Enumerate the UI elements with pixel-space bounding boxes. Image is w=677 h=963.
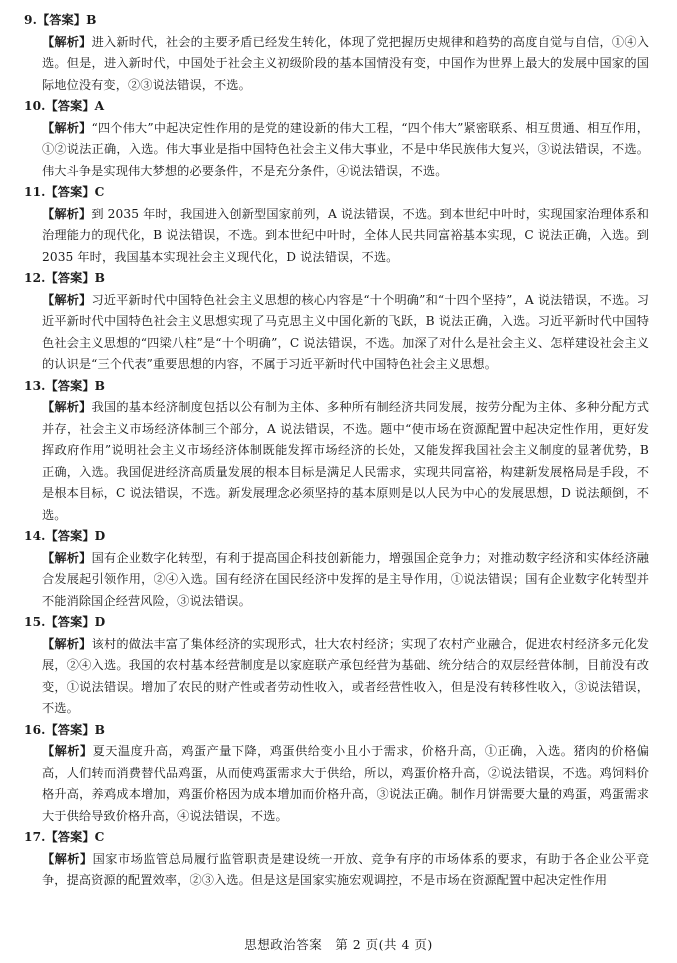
question-number: 12.: [24, 271, 46, 285]
analysis-label: 【解析】: [42, 851, 93, 866]
analysis-label: 【解析】: [42, 550, 92, 565]
analysis-text: 该村的做法丰富了集体经济的实现形式，壮大农村经济；实现了农村产业融合，促进农村经济多元化发展，②④入选。我国的农村基本经营制度是以家庭联产承包经营为基础、统分结合的双层经营体制，目前没有改变，①说法错误。增加了农民的财产性或者劳动性收入，或者经营性收入，但是没有转移性收入，③说法错误，不选。: [42, 636, 649, 715]
question-number: 13.: [24, 378, 46, 393]
answer-label: 【答案】: [45, 271, 95, 285]
analysis-paragraph: [42, 849, 649, 892]
answer-value: B: [94, 378, 106, 393]
analysis-text: “四个伟大”中起决定性作用的是党的建设新的伟大工程，“四个伟大”紧密联系、相互贯通、相互作用，①②说法正确，入选。伟大事业是指中国特色社会主义伟大事业，不是中华民族伟大复兴，③说法错误，不选。伟大斗争是实现伟大梦想的必要条件，不是充分条件，④说法错误，不选。: [42, 120, 649, 178]
question-item: [24, 612, 649, 720]
answer-label: 【答案】: [36, 13, 87, 27]
question-number: 11.: [24, 185, 46, 199]
analysis-paragraph: [42, 204, 649, 269]
answer-value: D: [94, 615, 106, 629]
analysis-text: 我国的基本经济制度包括以公有制为主体、多种所有制经济共同发展，按劳分配为主体、多种分配方式并存，社会主义市场经济体制三个部分，A 说法错误，不选。题中“使市场在资源配置中起决定性作用，更好发挥政府作用”说明社会主义市场经济体制既能发挥市场经济的长处，又能发挥我国社会主义制度的显著优势，B 正确，入选。我国促进经济高质量发展的根本目标是满足人民需求，实现共同富裕，构建新发展格局是手段，不是根本目标，C 说法错误，不选。新发展理念必须坚持的基本原则是以人民为中心的发展思想，D 说法颠倒，不选。: [42, 400, 649, 522]
answer-line: [24, 720, 649, 742]
answer-line: [24, 96, 649, 118]
question-item: [24, 10, 649, 96]
answer-value: C: [94, 830, 105, 844]
answer-line: [24, 376, 649, 398]
question-number: 9.: [24, 13, 37, 27]
answer-value: A: [94, 99, 105, 113]
question-item: [24, 182, 649, 268]
answer-label: 【答案】: [45, 722, 95, 737]
answer-label: 【答案】: [45, 99, 95, 113]
analysis-label: 【解析】: [42, 744, 93, 758]
analysis-paragraph: [42, 32, 649, 97]
analysis-text: 进入新时代，社会的主要矛盾已经发生转化，体现了党把握历史规律和趋势的高度自觉与自信，①④入选。但是，进入新时代，中国处于社会主义初级阶段的基本国情没有变，中国作为世界上最大的发展中国家的国际地位没有变，②③说法错误，不选。: [42, 34, 649, 92]
answer-value: B: [94, 722, 106, 737]
question-item: [24, 268, 649, 376]
answer-list: [24, 10, 649, 892]
answer-label: 【答案】: [45, 830, 95, 844]
question-number: 14.: [24, 529, 46, 543]
answer-label: 【答案】: [45, 185, 95, 199]
answer-value: D: [94, 529, 106, 543]
analysis-text: 国家市场监管总局履行监管职责是建设统一开放、竞争有序的市场体系的要求，有助于各企业公平竞争，提高资源的配置效率，②③入选。但是这是国家实施宏观调控，不是市场在资源配置中起决定性作用: [42, 851, 649, 887]
analysis-label: 【解析】: [42, 34, 92, 49]
answer-label: 【答案】: [45, 529, 95, 543]
answer-line: [24, 526, 649, 548]
question-number: 15.: [24, 615, 46, 629]
answer-line: [24, 10, 649, 32]
analysis-label: 【解析】: [42, 292, 92, 307]
answer-value: B: [94, 271, 106, 285]
answer-line: [24, 827, 649, 849]
analysis-paragraph: [42, 397, 649, 526]
question-item: [24, 526, 649, 612]
analysis-text: 夏天温度升高，鸡蛋产量下降，鸡蛋供给变小且小于需求，价格升高，①正确，入选。猪肉的价格偏高，人们转而消费替代品鸡蛋，从而使鸡蛋需求大于供给，所以，鸡蛋价格升高，②说法错误，不选。鸡饲料价格升高，养鸡成本增加，鸡蛋价格因为成本增加而价格升高，③说法正确。制作月饼需要大量的鸡蛋，鸡蛋需求大于供给导致价格升高，④说法错误，不选。: [42, 744, 649, 823]
analysis-paragraph: [42, 290, 649, 376]
answer-value: C: [94, 185, 105, 199]
analysis-label: 【解析】: [42, 206, 92, 221]
analysis-label: 【解析】: [42, 400, 92, 414]
analysis-text: 习近平新时代中国特色社会主义思想的核心内容是“十个明确”和“十四个坚持”，A 说法错误，不选。习近平新时代中国特色社会主义思想实现了马克思主义中国化新的飞跃，B 说法正确，入选。习近平新时代中国特色社会主义思想的“四梁八柱”是“十个明确”，C 说法错误，不选。加深了对什么是社会主义、怎样建设社会主义的认识是“三个代表”重要思想的内容，不属于习近平新时代中国特色社会主义思想。: [42, 292, 649, 371]
answer-value: B: [86, 13, 97, 27]
analysis-paragraph: [42, 118, 649, 183]
answer-line: [24, 182, 649, 204]
answer-line: [24, 612, 649, 634]
analysis-paragraph: [42, 741, 649, 827]
answer-line: [24, 268, 649, 290]
question-item: [24, 827, 649, 892]
question-item: [24, 720, 649, 828]
analysis-label: 【解析】: [42, 636, 92, 651]
analysis-text: 到 2035 年时，我国进入创新型国家前列，A 说法错误，不选。到本世纪中叶时，实现国家治理体系和治理能力的现代化，B 说法错误，不选。到本世纪中叶时，全体人民共同富裕基本实现，C 说法正确，入选。到 2035 年时，我国基本实现社会主义现代化，D 说法错误，不选。: [42, 206, 649, 264]
page-footer: 思想政治答案 第 2 页(共 4 页): [244, 937, 433, 952]
question-number: 16.: [24, 722, 46, 737]
question-item: [24, 96, 649, 182]
analysis-paragraph: [42, 634, 649, 720]
analysis-label: 【解析】: [42, 120, 92, 135]
answer-label: 【答案】: [45, 615, 95, 629]
answer-label: 【答案】: [45, 378, 95, 393]
analysis-paragraph: [42, 548, 649, 613]
analysis-text: 国有企业数字化转型，有利于提高国企科技创新能力，增强国企竞争力；对推动数字经济和实体经济融合发展起引领作用，②④入选。国有经济在国民经济中发挥的是主导作用，①说法错误；国有企业数字化转型并不能消除国企经营风险，③说法错误。: [42, 550, 649, 608]
question-item: [24, 376, 649, 527]
question-number: 10.: [24, 99, 46, 113]
question-number: 17.: [24, 830, 46, 844]
